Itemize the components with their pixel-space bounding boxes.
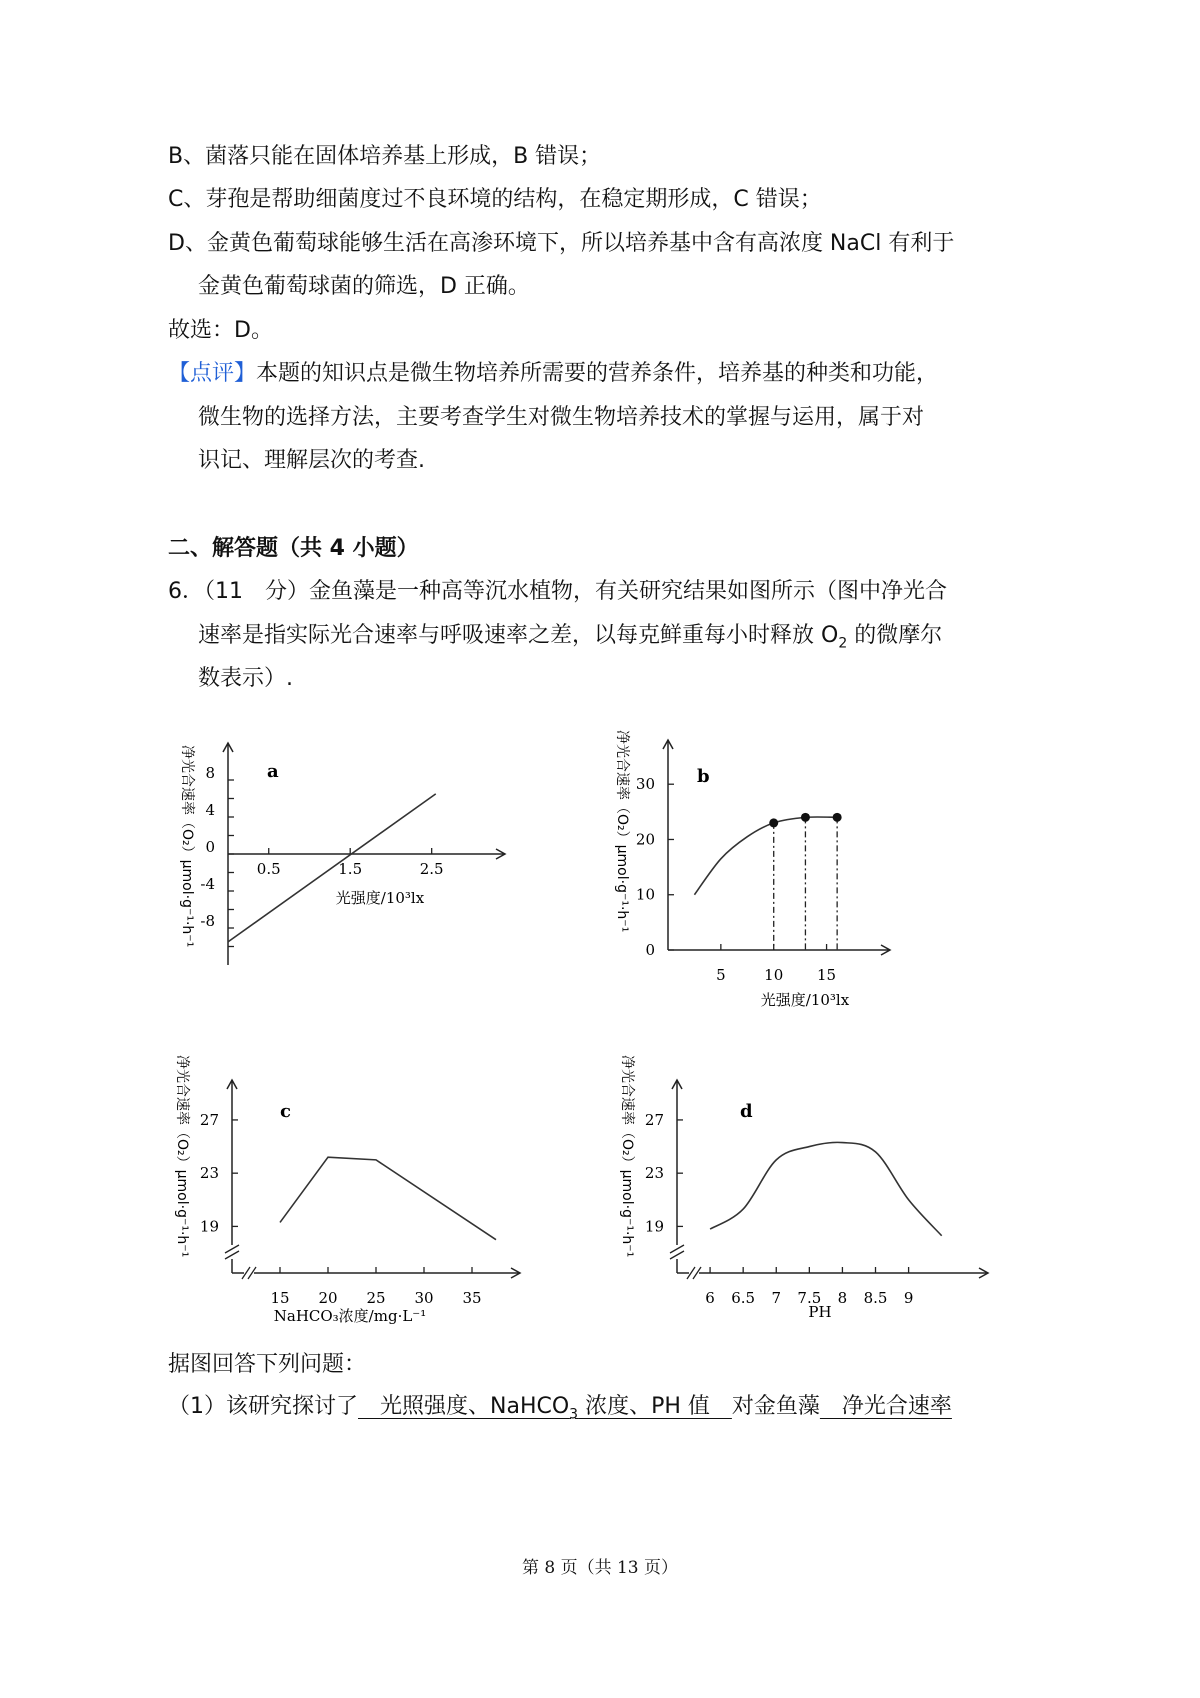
chart-c-svg [165,1035,535,1335]
prompt: 据图回答下列问题： [168,1352,367,1377]
y-tick-label: -4 [200,875,215,893]
chart-d [610,1035,995,1335]
x-tick-label: 10 [764,966,784,984]
x-tick-label: 9 [903,1289,914,1307]
x-tick-label: 6 [705,1289,715,1307]
y-tick-label: 0 [645,941,655,959]
x-tick-label: 8 [837,1289,848,1307]
y-tick-label: 4 [205,801,215,819]
chart-d-svg [610,1035,995,1335]
comment-line3: 识记、理解层次的考查. [198,448,425,473]
y-tick-label: 20 [635,830,655,849]
x-axis-label: NaHCO₃浓度/mg·L⁻¹ [273,1307,427,1325]
x-axis-break [687,1267,701,1279]
y-axis-break [225,1245,239,1259]
y-axis-label: 净光合速率（O₂）μmol·g⁻¹·h⁻¹ [619,1055,635,1258]
option-d-line2: 金黄色葡萄球菌的筛选，D 正确。 [198,274,530,299]
data-point [801,813,810,822]
x-tick-label: 0.5 [256,860,281,878]
panel-label: c [280,1101,291,1122]
y-axis-label: 净光合速率（O₂）μmol·g⁻¹·h⁻¹ [614,730,630,933]
question6-line2 [198,621,942,658]
chart-b-svg [605,710,905,1020]
comment-tag: 【点评】 [168,361,257,386]
section-heading: 二、解答题（共 4 小题） [168,536,419,561]
data-point [833,813,842,822]
y-tick-label: 27 [199,1110,219,1129]
x-tick-label: 25 [366,1289,386,1307]
x-axis-label: 光强度/10³lx [760,991,850,1009]
comment-text1: 本题的知识点是微生物培养所需要的营养条件，培养基的种类和功能， [256,361,939,386]
series-line [710,1142,942,1235]
x-axis-label: 光强度/10³lx [335,889,425,907]
sub1-prefix: （1）该研究探讨了 [168,1394,358,1419]
q6-line2-text: 速率是指实际光合速率与呼吸速率之差，以每克鲜重每小时释放 O [198,623,839,648]
series-line [280,1157,496,1240]
answer: 故选：D。 [168,318,273,343]
series-line [694,817,837,895]
comment-line1 [168,359,938,389]
y-axis-label: 净光合速率（O₂）μmol·g⁻¹·h⁻¹ [179,745,195,948]
x-tick-label: 15 [270,1289,290,1307]
panel-label: a [267,761,279,782]
option-b: B、菌落只能在固体培养基上形成，B 错误； [168,144,602,169]
page-footer: 第 8 页（共 13 页） [521,1558,679,1578]
x-tick-label: 30 [414,1289,434,1307]
o2-subscript: 2 [838,635,848,652]
x-tick-label: 20 [318,1289,338,1307]
x-axis-label: PH [808,1303,832,1321]
option-d-line1: D、金黄色葡萄球能够生活在高渗环境下，所以培养基中含有高浓度 NaCl 有利于 [168,231,955,256]
x-tick-label: 15 [817,966,837,984]
x-tick-label: 1.5 [338,860,363,878]
x-tick-label: 7.5 [797,1289,822,1307]
y-tick-label: -8 [200,912,215,930]
y-tick-label: 23 [644,1164,664,1183]
x-tick-label: 6.5 [731,1289,756,1307]
y-tick-label: 23 [199,1164,219,1183]
y-tick-label: 8 [205,764,215,782]
chart-a-svg [165,715,535,1015]
option-c: C、芽孢是帮助细菌度过不良环境的结构，在稳定期形成，C 错误； [168,187,822,212]
x-tick-label: 7 [771,1289,782,1307]
y-tick-label: 0 [205,838,215,856]
sub1-answer1-tail: 浓度、PH 值 [578,1394,732,1419]
sub1-answer1 [358,1394,732,1423]
y-tick-label: 19 [199,1217,219,1236]
question6-line3: 数表示）. [198,666,293,691]
panel-label: d [740,1101,753,1122]
x-axis-break [242,1267,256,1279]
sub1-answer2: 净光合速率 [819,1394,952,1419]
x-tick-label: 5 [716,966,726,984]
x-tick-label: 2.5 [419,860,444,878]
q6-line2-tail: 的微摩尔 [847,623,943,648]
comment-line2: 微生物的选择方法，主要考查学生对微生物培养技术的掌握与运用，属于对 [198,405,925,430]
x-tick-label: 35 [462,1289,482,1307]
x-tick-label: 8.5 [863,1289,888,1307]
chart-a [165,715,535,1015]
sub1-answer1-text: 光照强度、NaHCO [358,1394,570,1419]
panel-label: b [697,766,710,787]
chart-c [165,1035,535,1335]
question6-line1: 6．（11 分）金鱼藻是一种高等沉水植物，有关研究结果如图所示（图中净光合 [168,579,947,604]
subquestion-1 [168,1392,952,1429]
y-tick-label: 30 [635,775,655,794]
y-tick-label: 10 [635,885,655,904]
y-tick-label: 27 [644,1110,664,1129]
y-axis-break [670,1245,684,1259]
data-point [769,818,778,827]
nahco3-subscript: 3 [569,1406,579,1423]
y-tick-label: 19 [644,1217,664,1236]
chart-b [605,710,905,1020]
y-axis-label: 净光合速率（O₂）μmol·g⁻¹·h⁻¹ [174,1055,190,1258]
sub1-middle: 对金鱼藻 [731,1394,820,1419]
